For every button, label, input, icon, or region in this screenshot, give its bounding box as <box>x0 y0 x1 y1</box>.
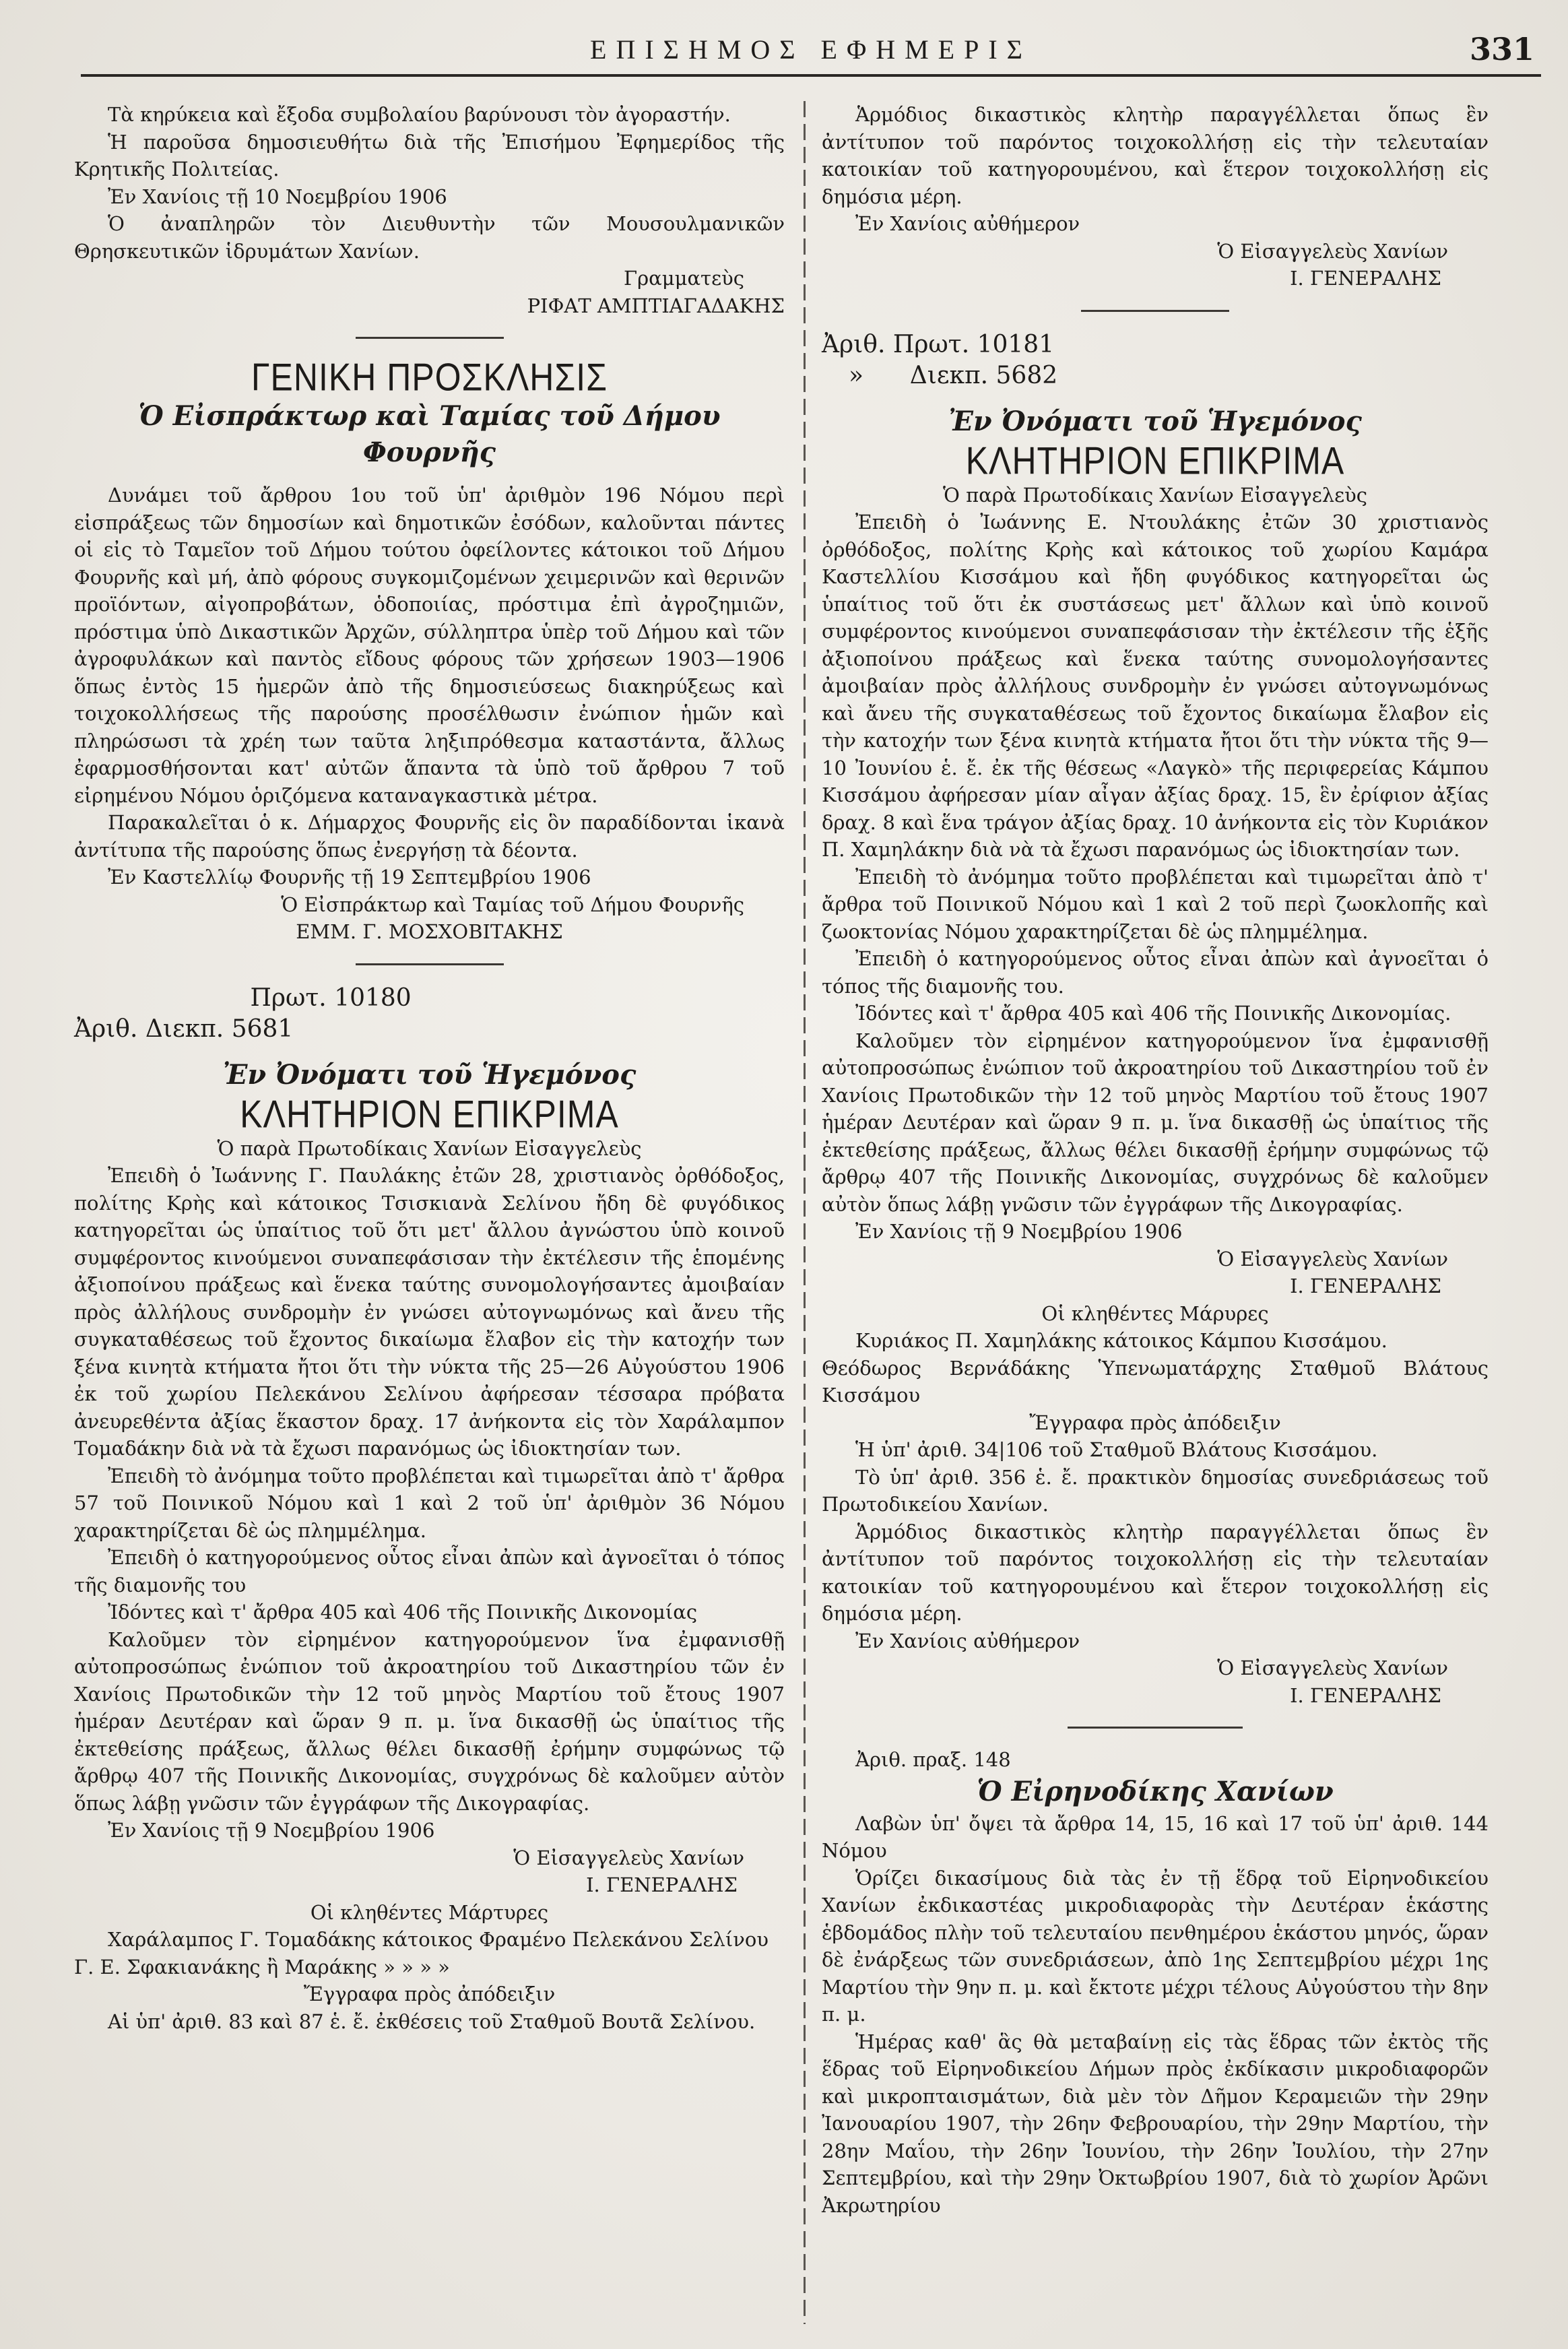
separator <box>1068 1727 1243 1729</box>
decree-signature-name: Ι. ΓΕΝΕΡΑΛΗΣ <box>586 1873 738 1896</box>
decree-signature-name: Ι. ΓΕΝΕΡΑΛΗΣ <box>1290 1275 1441 1297</box>
intro-line-1: Τὰ κηρύκεια καὶ ἔξοδα συμβολαίου βαρύνουσι τὸν ἀγοραστήν. <box>108 103 731 126</box>
notice-heading-1: Ὁ Εἰσπράκτωρ καὶ Ταμίας τοῦ Δήμου <box>138 400 721 432</box>
right-column <box>808 101 1489 2219</box>
decree-paragraph-5: Καλοῦμεν τὸν εἰρημένον κατηγορούμενον ἵνα ἐμφανισθῇ αὐτοπροσώπως ἐνώπιον τοῦ ἀκροατηρίου τοῦ Δικαστηρίου τοῦ ἐν Χανίοις Πρωτοδικῶν τὴν 12 τοῦ μηνὸς Μαρτίου τοῦ ἔτους 1907 ἡμέραν Δευτέραν καὶ ὥραν 9 π. μ. ἵνα δικασθῇ ὡς ὑπαίτιος τῆς ἐκτεθείσης πράξεως, ἄλλως θέλει δικασθῇ ἐρήμην συμφώνως τῷ ἄρθρῳ 407 τῆς Ποινικῆς Δικονομίας, συγχρόνως δὲ καλοῦμεν αὐτὸν ὅπως λάβῃ γνῶσιν τῶν ἐγγράφων τῆς Δικογραφίας. <box>822 1029 1489 1216</box>
notice-signature-title: Ὁ Εἰσπράκτωρ καὶ Ταμίας τοῦ Δήμου Φουρνῆς <box>281 893 744 916</box>
prot-number: 10180 <box>334 984 412 1012</box>
separator <box>356 963 504 965</box>
notice-body: Δυνάμει τοῦ ἄρθρου 1ου τοῦ ὑπ' ἀριθμὸν 196 Νόμου περὶ εἰσπράξεως τῶν δημοσίων καὶ δημοτικῶν ἐσόδων, καλοῦνται πάντες οἱ εἰς τὸ Ταμεῖον τοῦ Δήμου τούτου ὀφείλοντες κάτοικοι τοῦ Δήμου Φουρνῆς καὶ μή, ἀπὸ φόρους συγκομιζομένων χειμερινῶν καὶ θερινῶν προϊόντων, αἰγοπροβάτων, ὁδοποιίας, πρόστιμα ἐπὶ ἀγροζημιῶν, πρόστιμα ὑπὸ Δικαστικῶν Ἀρχῶν, σύλληπτρα ὑπὲρ τοῦ Δήμου καὶ τῶν ἀγροφυλάκων καὶ παντὸς εἴδους φόρους τῶν χρήσεων 1903—1906 ὅπως ἐντὸς 15 ἡμερῶν ἀπὸ τῆς δημοσιεύσεως διακηρύξεως καὶ τοιχοκολλήσεως τῆς παρούσης προσέλθωσιν ἐνώπιον ἡμῶν καὶ πληρώσωσι τὰ χρέη των ταῦτα ληξιπρόθεσμα καταστάντα, ἄλλως ἐφαρμοσθήσονται κατ' αὐτῶν ἅπαντα τὰ ὑπὸ τοῦ ἄρθρου 7 τοῦ εἰρημένου Νόμου ὁριζόμενα καταναγκαστικὰ μέτρα. <box>74 484 785 807</box>
decree-paragraph-2: Ἐπειδὴ τὸ ἀνόμημα τοῦτο προβλέπεται καὶ τιμωρεῖται ἀπὸ τ' ἄρθρα 57 τοῦ Ποινικοῦ Νόμου καὶ 1 καὶ 2 τοῦ ὑπ' ἀριθμὸν 36 Νόμου χαρακτηρίζεται δὲ ὡς πλημμέλημα. <box>74 1464 785 1542</box>
peace-paragraph-2: Ὁρίζει δικασίμους διὰ τὰς ἐν τῇ ἕδρᾳ τοῦ Εἰρηνοδικείου Χανίων ἐκδικαστέας μικροδιαφορὰς τὴν Δευτέραν ἑκάστης ἑβδομάδος πλὴν τοῦ τελευταίου πενθημέρου ἑκάστου μηνός, ὥραν δὲ ἐνάρξεως τῶν συνεδριάσεων, ἀπὸ 1ης Σεπτεμβρίου μέχρι 1ης Μαρτίου τὴν 9ην π. μ. καὶ ἔκτοτε μέχρι τέλους Αὐγούστου τὴν 8ην π. μ. <box>822 1866 1489 2026</box>
decree-authority: Ὁ παρὰ Πρωτοδίκαις Χανίων Εἰσαγγελεὺς <box>217 1136 642 1160</box>
posting-instruction: Ἁρμόδιος δικαστικὸς κλητὴρ παραγγέλλεται ὅπως ἓν ἀντίτυπον τοῦ παρόντος τοιχοκολλήσῃ εἰς τὴν τελευταίαν κατοικίαν τοῦ κατηγορουμένου καὶ ἕτερον τοιχοκολλήσῃ εἰς δημόσια μέρη. <box>822 1520 1489 1625</box>
arith-label: Ἀριθ. <box>74 1015 138 1043</box>
gazette-title: ΕΠΙΣΗΜΟΣ ΕΦΗΜΕΡΙΣ <box>590 34 1032 65</box>
witness-2: Γ. Ε. Σφακιανάκης ἢ Μαράκης » » » » <box>74 1955 450 1978</box>
left-column <box>74 101 805 2035</box>
top-posting: Ἁρμόδιος δικαστικὸς κλητὴρ παραγγέλλεται ὅπως ἓν ἀντίτυπον τοῦ παρόντος τοιχοκολλήσῃ εἰς τὴν τελευταίαν κατοικίαν τοῦ κατηγορουμένου, καὶ ἕτερον τοιχοκολλήσῃ εἰς δημόσια μέρη. <box>822 103 1489 208</box>
top-signature-title: Ὁ Εἰσαγγελεὺς Χανίων <box>1217 239 1448 263</box>
notice-title: ΓΕΝΙΚΗ ΠΡΟΣΚΛΗΣΙΣ <box>251 355 608 399</box>
posting-signature-title: Ὁ Εἰσαγγελεὺς Χανίων <box>1217 1656 1448 1679</box>
witnesses-heading: Οἱ κληθέντες Μάρτυρες <box>310 1900 549 1924</box>
documents-heading: Ἔγγραφα πρὸς ἀπόδειξιν <box>303 1983 556 2005</box>
decree-paragraph-5: Καλοῦμεν τὸν εἰρημένον κατηγορούμενον ἵνα ἐμφανισθῇ αὐτοπροσώπως ἐνώπιον τοῦ ἀκροατηρίου τοῦ Δικαστηρίου τῶν ἐν Χανίοις Πρωτοδικῶν τὴν 12 τοῦ μηνὸς Μαρτίου τοῦ ἔτους 1907 ἡμέραν Δευτέραν καὶ ὥραν 9 π. μ. ἵνα δικασθῇ ὡς ὑπαίτιος τῆς ἐκτεθείσης πράξεως, ἄλλως θέλει δικασθῇ ἐρήμην συμφώνως τῷ ἄρθρῳ 407 τῆς Ποινικῆς Δικονομίας, συγχρόνως δὲ καλοῦμεν αὐτὸν ὅπως λάβῃ γνῶσιν τῶν ἐγγράφων τῆς Δικογραφίας. <box>74 1628 785 1815</box>
decree-authority: Ὁ παρὰ Πρωτοδίκαις Χανίων Εἰσαγγελεὺς <box>942 483 1368 507</box>
document-1: Αἱ ὑπ' ἀριθ. 83 καὶ 87 ἑ. ἔ. ἐκθέσεις τοῦ Σταθμοῦ Βουτᾶ Σελίνου. <box>108 2009 756 2033</box>
notice-body-2: Παρακαλεῖται ὁ κ. Δήμαρχος Φουρνῆς εἰς ὃν παραδίδονται ἱκανὰ ἀντίτυπα τῆς παρούσης ὅπως ἐνεργήσῃ τὰ δέοντα. <box>74 811 785 862</box>
arith-label: Ἀριθ. <box>822 330 886 358</box>
witness-1: Χαράλαμπος Γ. Τομαδάκης κάτοικος Φραμένο Πελεκάνου Σελίνου <box>108 1928 769 1951</box>
document-2: Τὸ ὑπ' ἀριθ. 356 ἑ. ἔ. πρακτικὸν δημοσίας συνεδριάσεως τοῦ Πρωτοδικείου Χανίων. <box>822 1465 1489 1516</box>
decree-paragraph-1: Ἐπειδὴ ὁ Ἰωάννης Γ. Παυλάκης ἐτῶν 28, χριστιανὸς ὀρθόδοξος, πολίτης Κρὴς καὶ κάτοικος Τσισκιανὰ Σελίνου ἤδη δὲ φυγόδικος κατηγορεῖται ὡς ὑπαίτιος τοῦ ὅτι μετ' ἄλλου ἀγνώστου ὑπὸ κοινοῦ συμφέροντος κινούμενοι συναπεφάσισαν τὴν ἐκτέλεσιν τῆς ἑπομένης ἀξιοποίνου πράξεως καὶ ἕνεκα ταύτης συνομολογήσαντες ἀμοιβαίαν πρὸς ἀλλήλους συνδρομὴν ἐν γνώσει αὐτογνωμόνως καὶ ἄνευ τῆς συγκαταθέσεως τοῦ ἔχοντος δικαίωμα ἔλαβον εἰς τὴν κατοχήν των ξένα κινητὰ κτήματα ἤτοι ὅτι τὴν νύκτα τῆς 25—26 Αὐγούστου 1906 ἐκ τοῦ χωρίου Πελεκάνου Σελίνου ἀφήρεσαν τέσσαρα πρόβατα ἀνευρεθέντα ἀξίας ἕκαστον δραχ. 17 ἀνήκοντα εἰς τὸν Χαράλαμπον Τομαδάκην διὰ νὰ τὰ ἔχωσι παρανόμως ὡς ἰδιοκτησίαν των. <box>74 1164 785 1460</box>
peace-paragraph-1: Λαβὼν ὑπ' ὄψει τὰ ἄρθρα 14, 15, 16 καὶ 17 τοῦ ὑπ' ἀριθ. 144 Νόμου <box>822 1811 1489 1862</box>
decree-date: Ἐν Χανίοις τῇ 9 Νοεμβρίου 1906 <box>108 1819 435 1842</box>
decree-number-block <box>74 983 785 1045</box>
decree-heading: Ἐν Ὀνόματι τοῦ Ἡγεμόνος <box>948 405 1362 437</box>
decree-paragraph-3: Ἐπειδὴ ὁ κατηγορούμενος οὗτος εἶναι ἀπὼν καὶ ἀγνοεῖται ὁ τόπος τῆς διαμονῆς του <box>74 1546 785 1597</box>
documents-heading: Ἔγγραφα πρὸς ἀπόδειξιν <box>1029 1411 1281 1434</box>
decree-number-block <box>822 329 1489 391</box>
notice-signature-name: ΕΜΜ. Γ. ΜΟΣΧΟΒΙΤΑΚΗΣ <box>296 920 563 943</box>
decree-paragraph-4: Ἰδόντες καὶ τ' ἄρθρα 405 καὶ 406 τῆς Ποινικῆς Δικονομίας <box>108 1601 698 1623</box>
posting-date: Ἐν Χανίοις αὐθήμερον <box>855 1629 1080 1652</box>
separator <box>356 337 504 339</box>
decree-paragraph-1: Ἐπειδὴ ὁ Ἰωάννης Ε. Ντουλάκης ἐτῶν 30 χριστιανὸς ὀρθόδοξος, πολίτης Κρὴς καὶ κάτοικος τοῦ χωρίου Καμάρα Καστελλίου Κισσάμου καὶ ἤδη φυγόδικος κατηγορεῖται ὡς ὑπαίτιος τοῦ ὅτι ἐκ συστάσεως μετ' ἄλλων καὶ ὑπὸ κοινοῦ συμφέροντος κινούμενοι συναπεφάσισαν τὴν ἐκτέλεσιν τῆς ἑξῆς ἀξιοποίνου πράξεως καὶ ἕνεκα ταύτης συνομολογήσαντες ἀμοιβαίαν πρὸς ἀλλήλους συνδρομὴν ἐν γνώσει αὐτογνωμόνως καὶ ἄνευ τῆς συγκαταθέσεως τοῦ ἔχοντος δικαίωμα ἔλαβον εἰς τὴν κατοχήν των ξένα κινητὰ κτήματα ἤτοι ὅτι τὴν νύκτα τῆς 9—10 Ἰουνίου ἑ. ἔ. ἐκ τῆς θέσεως «Λαγκὸ» τῆς περιφερείας Κάμπου Κισσάμου ἀφήρεσαν μίαν αἶγαν ἀξίας δραχ. 15, ἓν ἐρίφιον ἀξίας δραχ. 8 καὶ ἕνα τράγον ἀξίας δραχ. 10 ἀνήκοντα εἰς τὸν Κυριάκον Π. Χαμηλάκην διὰ νὰ τὰ ἔχωσι παρανόμως ὡς ἰδιοκτησίαν των. <box>822 511 1489 861</box>
decree-paragraph-4: Ἰδόντες καὶ τ' ἄρθρα 405 καὶ 406 τῆς Ποινικῆς Δικονομίας. <box>855 1002 1451 1025</box>
top-signature-name: Ι. ΓΕΝΕΡΑΛΗΣ <box>1290 267 1441 290</box>
prot-number: 10181 <box>977 330 1055 358</box>
document-1: Ἡ ὑπ' ἀριθ. 34|106 τοῦ Σταθμοῦ Βλάτους Κισσάμου. <box>855 1438 1378 1461</box>
ditto-mark: » <box>849 361 864 389</box>
top-date: Ἐν Χανίοις αὐθήμερον <box>855 212 1080 235</box>
intro-signature-name: ΡΙΦΑΤ ΑΜΠΤΙΑΓΑΔΑΚΗΣ <box>527 294 785 317</box>
notice-date: Ἐν Καστελλίῳ Φουρνῆς τῇ 19 Σεπτεμβρίου 1906 <box>108 866 591 889</box>
witness-1: Κυριάκος Π. Χαμηλάκης κάτοικος Κάμπου Κισσάμου. <box>855 1329 1387 1352</box>
decree-paragraph-2: Ἐπειδὴ τὸ ἀνόμημα τοῦτο προβλέπεται καὶ τιμωρεῖται ἀπὸ τ' ἄρθρα τοῦ Ποινικοῦ Νόμου καὶ 1 καὶ 2 τοῦ περὶ ζωοκλοπῆς καὶ ζωοκτονίας Νόμου χαρακτηρίζεται δὲ ὡς πλημμέλημα. <box>822 865 1489 943</box>
prot-label: Πρωτ. <box>892 330 970 358</box>
intro-line-4: Ὁ ἀναπληρῶν τὸν Διευθυντὴν τῶν Μουσουλμανικῶν Θρησκευτικῶν ἱδρυμάτων Χανίων. <box>74 212 785 263</box>
diekp-label: Διεκπ. <box>909 361 989 389</box>
witness-2: Θεόδωρος Βερνάδάκης Ὑπενωματάρχης Σταθμοῦ Βλάτους Κισσάμου <box>822 1356 1489 1407</box>
peace-heading: Ὁ Εἰρηνοδίκης Χανίων <box>977 1775 1334 1807</box>
intro-date: Ἐν Χανίοις τῇ 10 Νοεμβρίου 1906 <box>108 185 447 208</box>
diekp-number: 5682 <box>995 361 1058 389</box>
diekp-number: 5681 <box>231 1015 294 1043</box>
decree-date: Ἐν Χανίοις τῇ 9 Νοεμβρίου 1906 <box>855 1220 1183 1243</box>
prot-label: Πρωτ. <box>250 984 327 1012</box>
intro-signature-title: Γραμματεὺς <box>624 267 744 290</box>
separator <box>1081 310 1229 312</box>
page-number: 331 <box>1469 31 1534 67</box>
intro-line-2: Ἡ παροῦσα δημοσιευθήτω διὰ τῆς Ἐπισήμου Ἐφημερίδος τῆς Κρητικῆς Πολιτείας. <box>74 130 785 181</box>
peace-number: Ἀριθ. πραξ. 148 <box>855 1748 1011 1771</box>
notice-heading-2: Φουρνῆς <box>362 437 496 468</box>
decree-signature-title: Ὁ Εἰσαγγελεὺς Χανίων <box>1217 1247 1448 1270</box>
witnesses-heading: Οἱ κληθέντες Μάρυρες <box>1041 1301 1269 1325</box>
decree-signature-title: Ὁ Εἰσαγγελεὺς Χανίων <box>513 1846 744 1869</box>
page-header <box>81 27 1541 77</box>
diekp-label: Διεκπ. <box>145 1015 224 1043</box>
decree-paragraph-3: Ἐπειδὴ ὁ κατηγορούμενος οὗτος εἶναι ἀπὼν καὶ ἀγνοεῖται ὁ τόπος τῆς διαμονῆς του. <box>822 947 1489 998</box>
peace-paragraph-3: Ἡμέρας καθ' ἃς θὰ μεταβαίνῃ εἰς τὰς ἕδρας τῶν ἐκτὸς τῆς ἕδρας τοῦ Εἰρηνοδικείου Δήμων πρὸς ἐκδίκασιν μικροδιαφορῶν καὶ μικροπταισμάτων, διὰ μὲν τὸν Δῆμον Κεραμειῶν τὴν 29ην Ἰανουαρίου 1907, τὴν 26ην Φεβρουαρίου, τὴν 29ην Μαρτίου, τὴν 28ην Μαΐου, τὴν 26ην Ἰουνίου, τὴν 26ην Ἰουλίου, τὴν 27ην Σεπτεμβρίου, καὶ τὴν 29ην Ὀκτωβρίου 1907, διὰ τὸ χωρίον Ἀρῶνι Ἀκρωτηρίου <box>822 2030 1489 2217</box>
decree-heading: Ἐν Ὀνόματι τοῦ Ἡγεμόνος <box>222 1058 636 1091</box>
posting-signature-name: Ι. ΓΕΝΕΡΑΛΗΣ <box>1290 1683 1441 1707</box>
decree-title: ΚΛΗΤΗΡΙΟΝ ΕΠΙΚΡΙΜΑ <box>240 1092 619 1136</box>
decree-title: ΚΛΗΤΗΡΙΟΝ ΕΠΙΚΡΙΜΑ <box>965 439 1345 482</box>
